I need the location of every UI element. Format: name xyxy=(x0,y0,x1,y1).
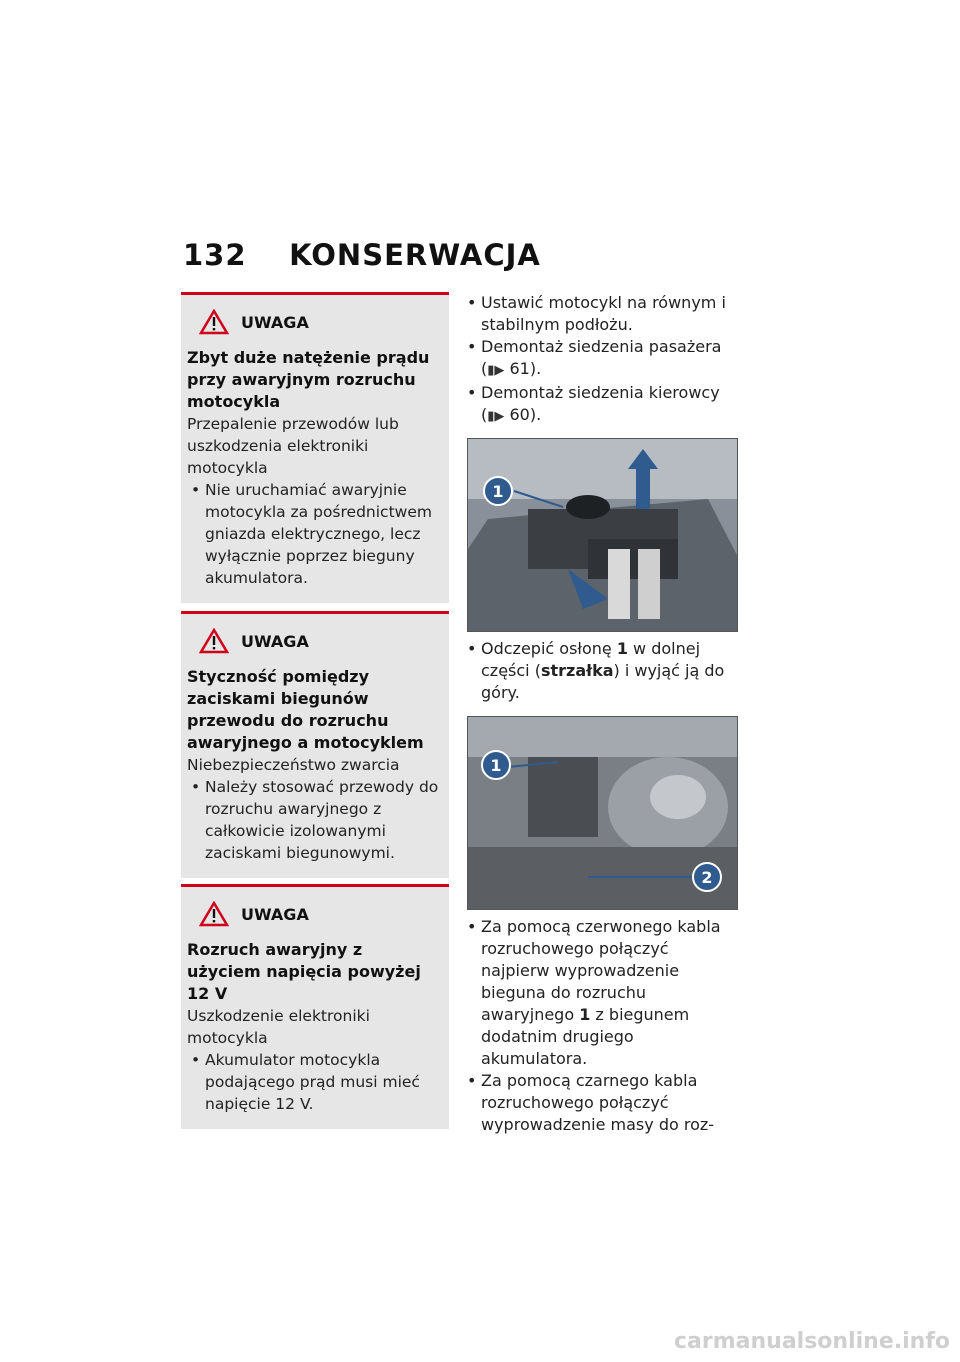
steps-list-3 xyxy=(467,916,737,1136)
footer xyxy=(0,1322,960,1362)
warning-triangle-icon xyxy=(199,309,229,335)
photo-callout-label: 1 xyxy=(490,756,502,775)
photo-callout-label: 1 xyxy=(492,482,504,501)
warning-box-1 xyxy=(181,292,449,603)
photo-battery-cover xyxy=(467,438,738,632)
step-text: Demontaż siedzenia kierowcy xyxy=(481,383,720,402)
chapter-title: KONSERWACJA xyxy=(289,238,541,272)
step-text: ) i wyjąć ją do góry. xyxy=(481,661,725,702)
page-header xyxy=(183,238,541,272)
step-item xyxy=(467,292,737,336)
step-text: w dolnej części ( xyxy=(481,639,701,680)
page-ref-arrow-icon: ▮▶ xyxy=(487,409,505,424)
warning-bullet: • Nie uruchamiać awaryjnie motocykla za pośrednictwem gniazda elektrycznego, lecz wyłącznie poprzez bieguny akumulatora. xyxy=(187,479,441,589)
photo-callout-label: 2 xyxy=(701,868,713,887)
warning-bullet: • Akumulator motocykla podającego prąd musi mieć napięcie 12 V. xyxy=(187,1049,441,1115)
step-text: Za pomocą czerwonego kabla rozruchowego połączyć najpierw wyprowadzenie bieguna do rozruchu awaryjnego xyxy=(481,917,721,1024)
step-emphasis: strzałka xyxy=(540,661,614,680)
step-text: Demontaż siedzenia pasażera xyxy=(481,337,722,356)
step-item: • Demontaż siedzenia kierowcy (▮▶ 60). xyxy=(467,382,737,428)
warning-triangle-icon xyxy=(199,901,229,927)
page-ref[interactable]: 61 xyxy=(509,359,530,378)
steps-list-1 xyxy=(467,292,737,428)
step-text: Za pomocą czarnego kabla rozruchowego połączyć wyprowadzenie masy do roz- xyxy=(481,1071,715,1134)
step-text: z biegunem dodatnim drugiego akumulatora. xyxy=(481,1005,690,1068)
warning-subtitle: Zbyt duże natężenie prądu przy awaryjnym rozruchu motocykla xyxy=(187,348,430,411)
step-ref-number: 1 xyxy=(616,639,628,658)
warning-bullet: • Należy stosować przewody do rozruchu awaryjnego z całkowicie izolowanymi zaciskami biegunowymi. xyxy=(187,776,441,864)
page-ref-arrow-icon: ▮▶ xyxy=(487,363,505,378)
warning-text: Przepalenie przewodów lub uszkodzenia elektroniki motocykla xyxy=(187,415,399,477)
warning-title: UWAGA xyxy=(241,312,309,332)
warning-subtitle: Rozruch awaryjny z użyciem napięcia powyżej 12 V xyxy=(187,940,421,1003)
warning-triangle-icon xyxy=(199,628,229,654)
step-item xyxy=(467,916,737,1070)
step-text: Ustawić motocykl na równym i stabilnym podłożu. xyxy=(481,293,726,334)
warning-title: UWAGA xyxy=(241,904,309,924)
steps-list-2 xyxy=(467,638,737,704)
step-item xyxy=(467,1070,737,1136)
warning-box-3 xyxy=(181,884,449,1129)
watermark: carmanualsonline.info xyxy=(674,1329,950,1354)
step-ref-number: 1 xyxy=(579,1005,591,1024)
warning-title: UWAGA xyxy=(241,631,309,651)
page-number: 132 xyxy=(183,238,247,272)
warning-text: Niebezpieczeństwo zwarcia xyxy=(187,756,400,774)
warning-subtitle: Styczność pomiędzy zaciskami biegunów przewodu do rozruchu awaryjnego a motocyklem xyxy=(187,667,424,752)
step-item xyxy=(467,638,737,704)
photo-jump-start-points xyxy=(467,716,738,910)
step-text: Odczepić osłonę xyxy=(481,639,617,658)
step-item: • Demontaż siedzenia pasażera (▮▶ 61). xyxy=(467,336,737,382)
warning-text: Uszkodzenie elektroniki motocykla xyxy=(187,1007,370,1047)
warning-box-2 xyxy=(181,611,449,878)
page-ref[interactable]: 60 xyxy=(509,405,530,424)
